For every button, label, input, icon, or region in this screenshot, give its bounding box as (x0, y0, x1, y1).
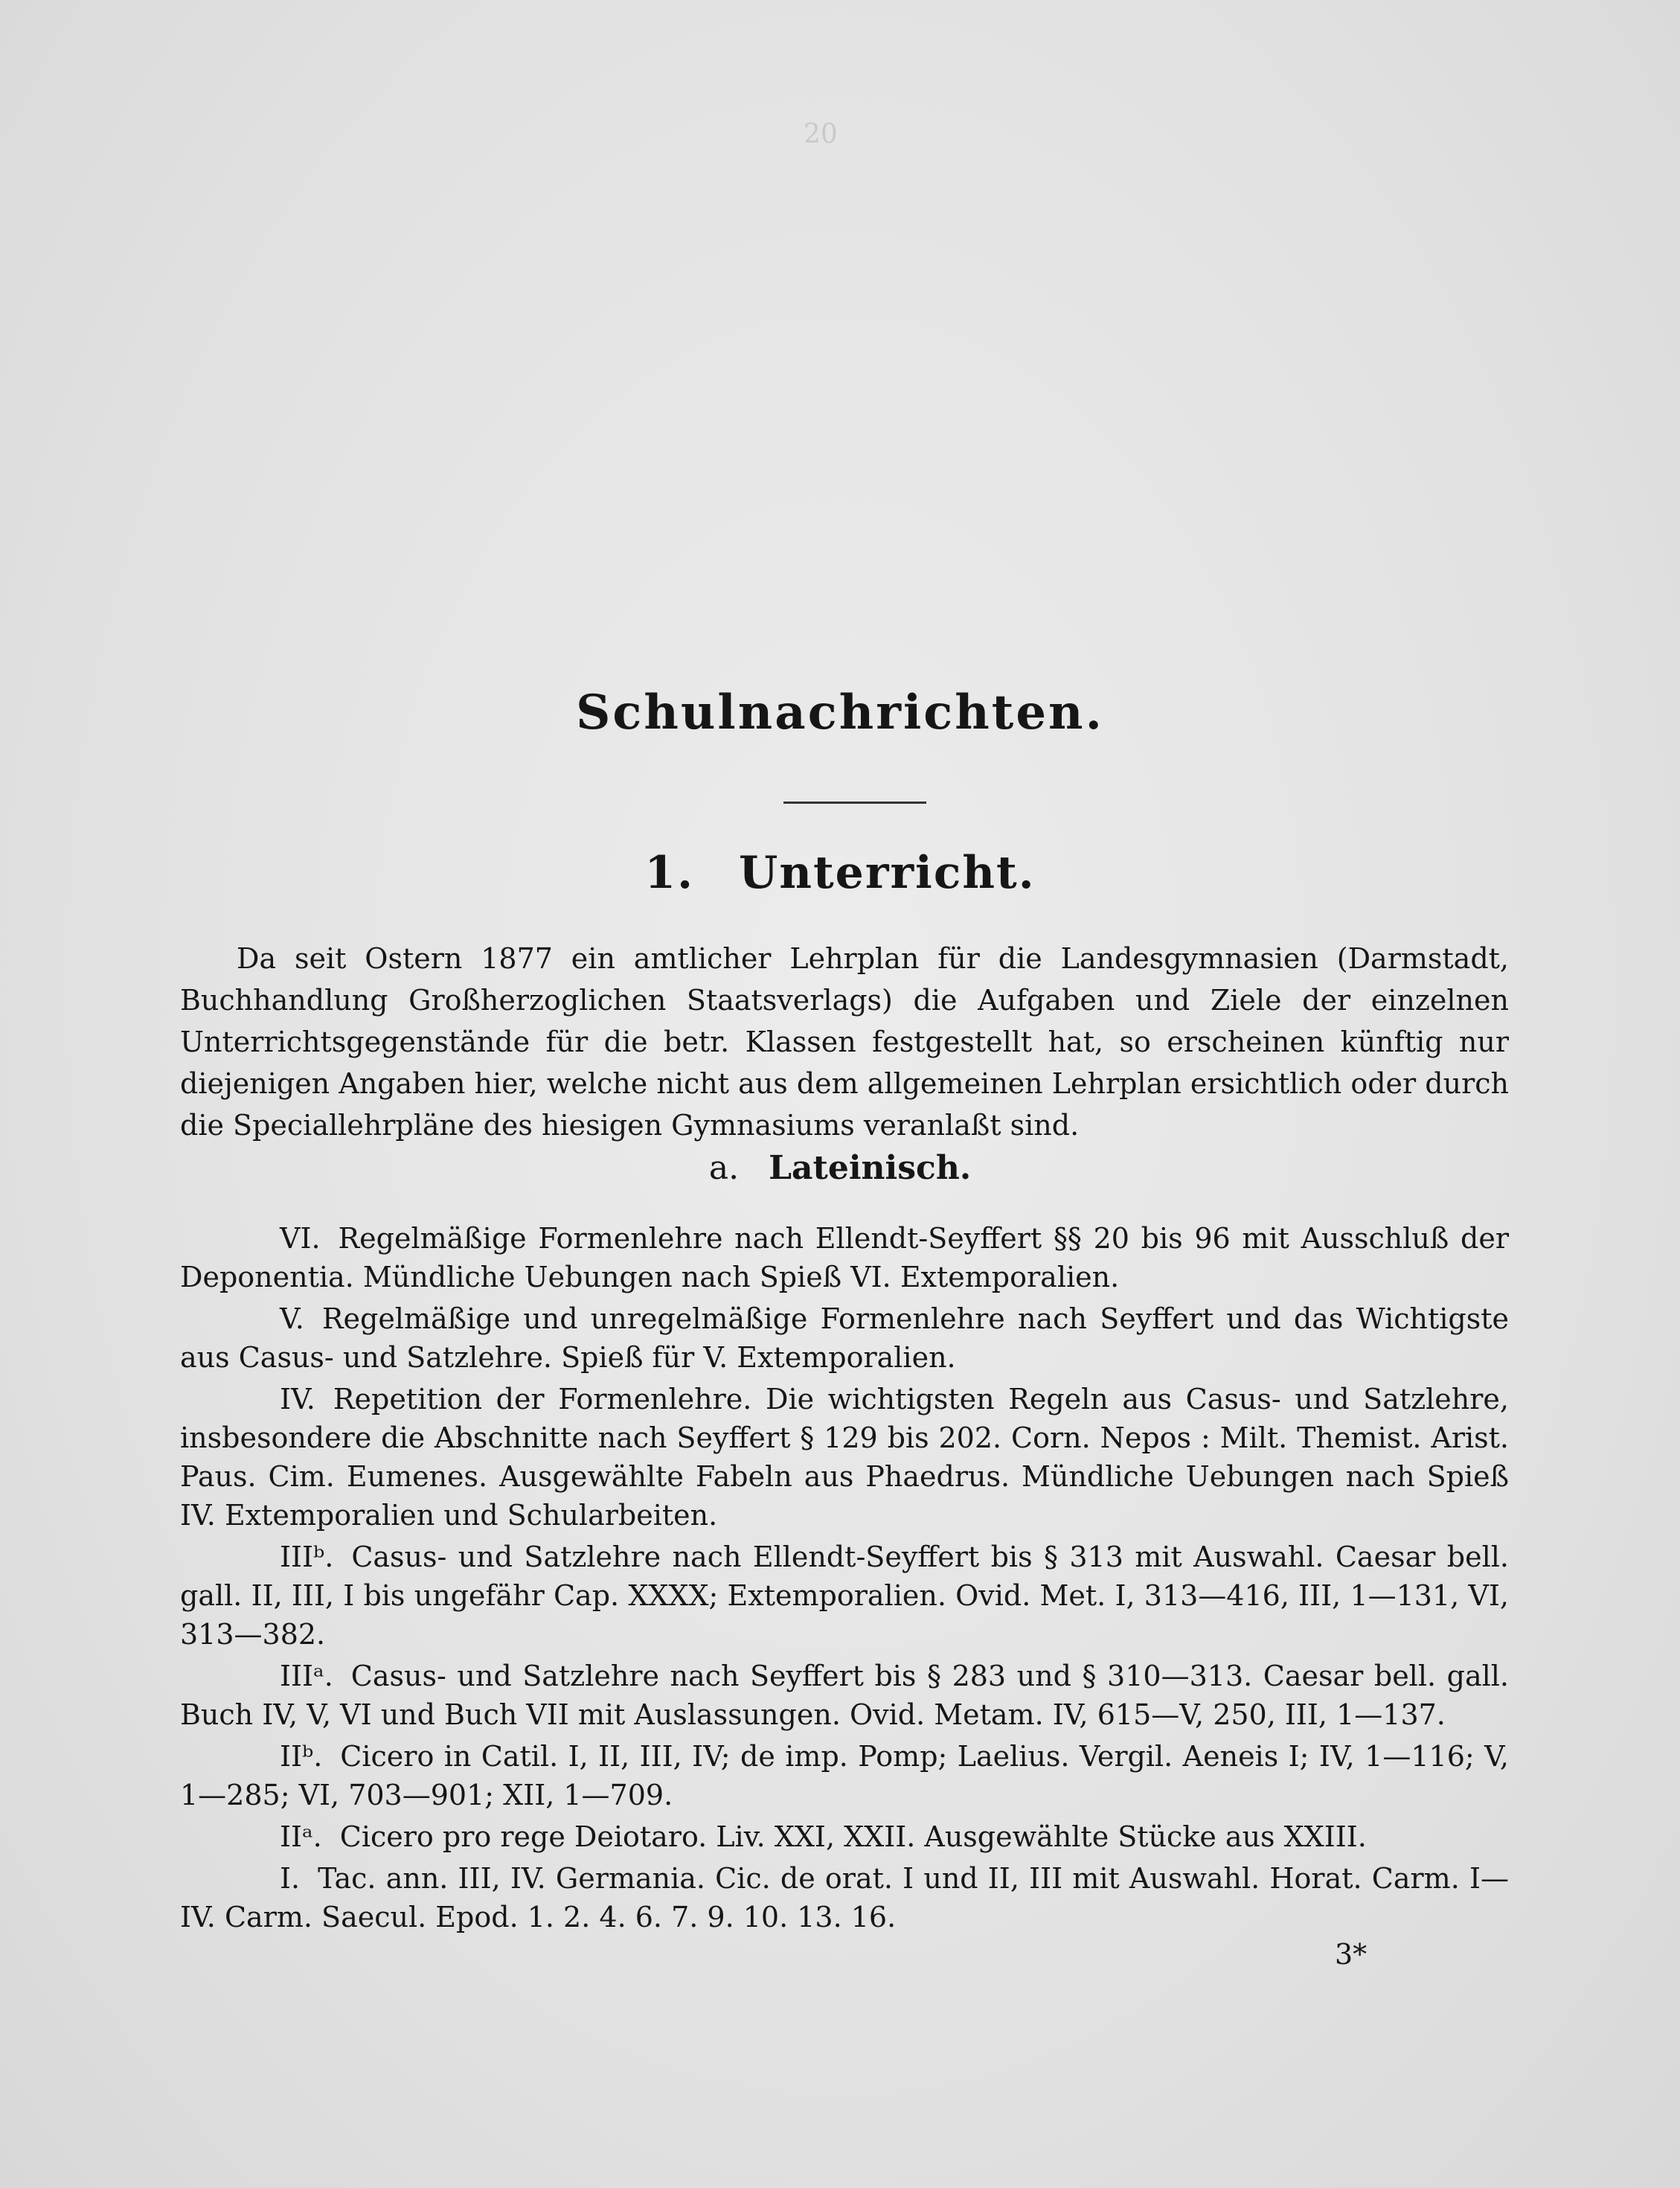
page-title: Schulnachrichten. (576, 685, 1104, 740)
entry-text: Cicero pro rege Deiotaro. Liv. XXI, XXII. Ausgewählte Stücke aus XXIII. (339, 1820, 1367, 1853)
intro-paragraph (180, 938, 1509, 1146)
class-label: IIᵇ. (280, 1740, 323, 1773)
class-label: IIIᵇ. (280, 1541, 334, 1573)
curriculum-entry (180, 1538, 1509, 1654)
entry-text: Tac. ann. III, IV. Germania. Cic. de orat. I und II, III mit Auswahl. Horat. Carm. I—IV. Carm. Saecul. Epod. 1. 2. 4. 6. 7. 9. 10. 13. 16. (180, 1862, 1509, 1933)
curriculum-entry (180, 1219, 1509, 1296)
curriculum-entry (180, 1859, 1509, 1936)
class-label: IIIᵃ. (280, 1660, 333, 1692)
curriculum-entry (180, 1737, 1509, 1814)
entry-text: Cicero in Catil. I, II, III, IV; de imp. Pomp; Laelius. Vergil. Aeneis I; IV, 1—116; V, 1—285; VI, 703—901; XII, 1—709. (180, 1740, 1509, 1811)
section-title: Unterricht. (739, 847, 1036, 899)
curriculum-list (180, 1219, 1509, 1939)
section-number: 1. (644, 847, 694, 899)
section-heading (0, 847, 1680, 899)
entry-text: Regelmäßige und unregelmäßige Formenlehre nach Seyffert und das Wichtigste aus Casus- und Satzlehre. Spieß für V. Extemporalien. (180, 1302, 1509, 1374)
faded-page-number: 20 (804, 119, 838, 150)
title-divider (783, 802, 926, 804)
subsection-title: Lateinisch. (769, 1149, 972, 1187)
entry-text: Casus- und Satzlehre nach Seyffert bis § 283 und § 310—313. Caesar bell. gall. Buch IV, V, VI und Buch VII mit Auslassungen. Ovid. Metam. IV, 615—V, 250, III, 1—137. (180, 1660, 1509, 1731)
curriculum-entry (180, 1299, 1509, 1377)
subsection-heading (0, 1149, 1680, 1187)
class-label: VI. (280, 1222, 321, 1255)
class-label: IIᵃ. (280, 1820, 322, 1853)
class-label: I. (280, 1862, 301, 1895)
curriculum-entry (180, 1657, 1509, 1734)
signature-mark: 3* (1335, 1938, 1368, 1971)
curriculum-entry (180, 1380, 1509, 1535)
entry-text: Casus- und Satzlehre nach Ellendt-Seyffert bis § 313 mit Auswahl. Caesar bell. gall. II, III, I bis ungefähr Cap. XXXX; Extemporalien. Ovid. Met. I, 313—416, III, 1—131, VI, 313—382. (180, 1541, 1509, 1651)
entry-text: Regelmäßige Formenlehre nach Ellendt-Seyffert §§ 20 bis 96 mit Ausschluß der Deponentia. Mündliche Uebungen nach Spieß VI. Extemporalien. (180, 1222, 1509, 1293)
entry-text: Repetition der Formenlehre. Die wichtigsten Regeln aus Casus- und Satzlehre, insbesondere die Abschnitte nach Seyffert § 129 bis 202. Corn. Nepos : Milt. Themist. Arist. Paus. Cim. Eumenes. Ausgewählte Fabeln aus Phaedrus. Mündliche Uebungen nach Spieß IV. Extemporalien und Schularbeiten. (180, 1383, 1509, 1532)
class-label: V. (280, 1302, 304, 1335)
intro-text: Da seit Ostern 1877 ein amtlicher Lehrplan für die Landesgymnasien (Darmstadt, Buchhandlung Großherzoglichen Staatsverlags) die Aufgaben und Ziele der einzelnen Unterrichtsgegenstände für die betr. Klassen festgestellt hat, so erscheinen künftig nur diejenigen Angaben hier, welche nicht aus dem allgemeinen Lehrplan ersichtlich oder durch die Speciallehrpläne des hiesigen Gymnasiums veranlaßt sind. (180, 942, 1509, 1142)
curriculum-entry (180, 1817, 1509, 1856)
subsection-letter: a. (708, 1149, 740, 1187)
class-label: IV. (280, 1383, 315, 1416)
